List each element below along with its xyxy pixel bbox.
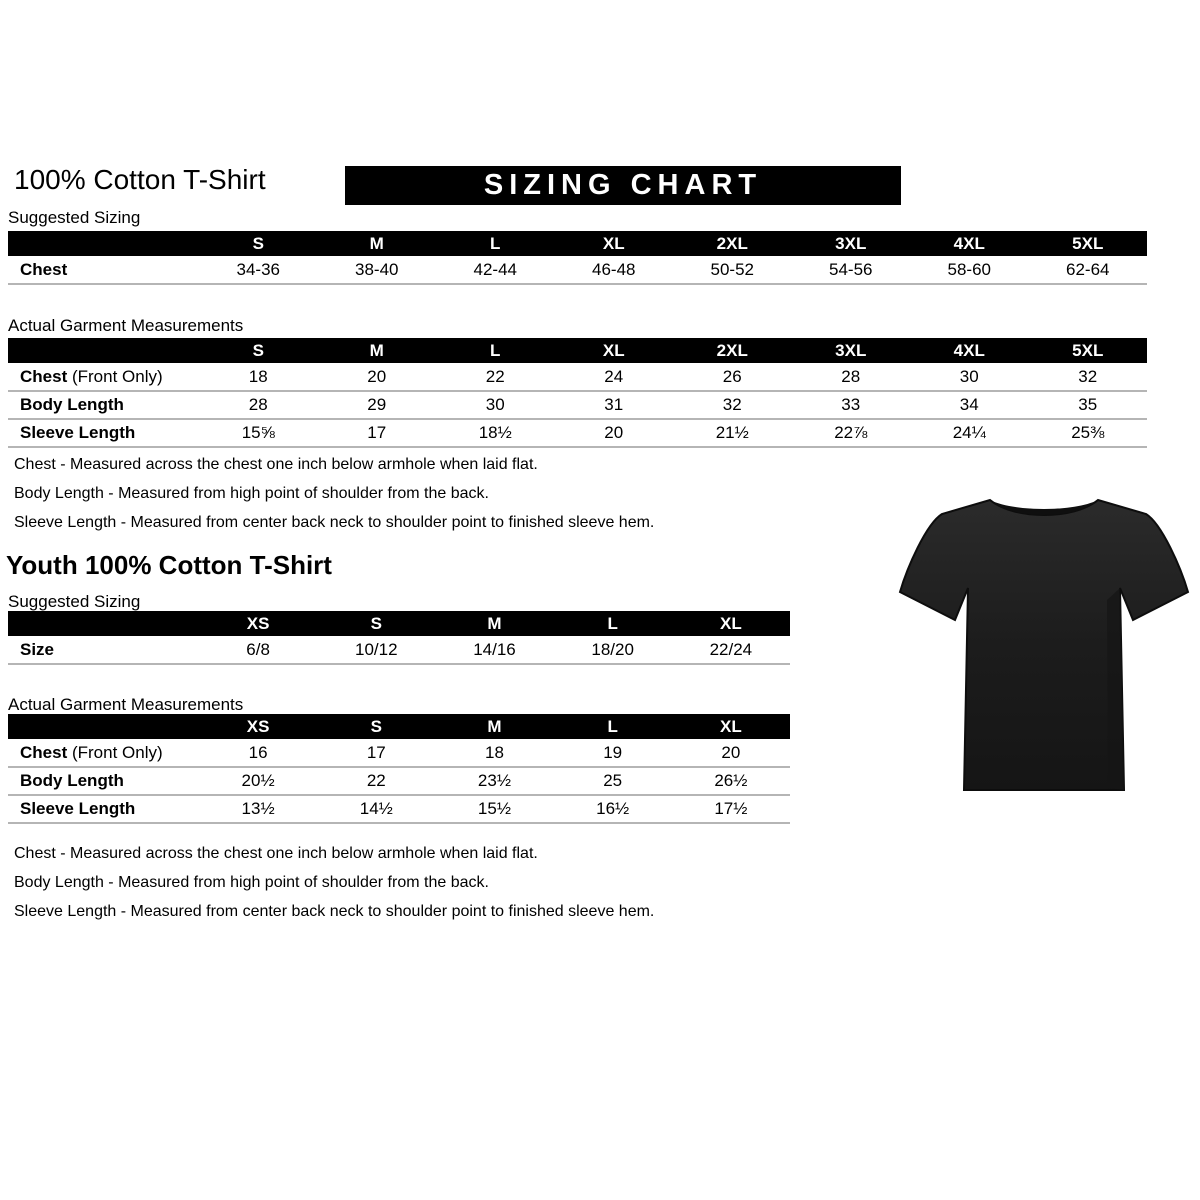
size-cell: 24¼ <box>910 419 1029 447</box>
sizing-chart-banner <box>345 166 901 205</box>
size-cell: 28 <box>199 391 318 419</box>
table-row <box>8 419 1147 447</box>
corner-cell <box>8 231 199 256</box>
table-row <box>8 739 790 767</box>
size-cell: 25⅜ <box>1029 419 1148 447</box>
youth-suggested-sizing-table <box>8 611 790 665</box>
note-chest: Chest - Measured across the chest one inch below armhole when laid flat. <box>14 456 538 473</box>
size-cell: 28 <box>792 363 911 391</box>
adult-section-title: 100% Cotton T-Shirt <box>14 164 266 195</box>
size-cell: 54-56 <box>792 256 911 284</box>
size-cell: 17½ <box>672 795 790 823</box>
size-cell: 35 <box>1029 391 1148 419</box>
row-label: Sleeve Length <box>8 795 199 823</box>
column-header: 3XL <box>792 338 911 363</box>
header-row <box>8 231 1147 256</box>
note-sleeve-length: Sleeve Length - Measured from center back neck to shoulder point to finished sleeve hem. <box>14 514 655 531</box>
column-header: S <box>199 338 318 363</box>
size-cell: 29 <box>318 391 437 419</box>
column-header: S <box>317 714 435 739</box>
size-cell: 16 <box>199 739 317 767</box>
size-cell: 24 <box>555 363 674 391</box>
column-header: XL <box>672 714 790 739</box>
size-cell: 38-40 <box>318 256 437 284</box>
column-header: L <box>436 231 555 256</box>
header-row <box>8 338 1147 363</box>
adult-actual-measurements-label: Actual Garment Measurements <box>8 316 244 335</box>
size-cell: 14/16 <box>435 636 553 664</box>
size-cell: 42-44 <box>436 256 555 284</box>
adult-actual-measurements-table <box>8 338 1147 448</box>
adult-suggested-sizing-table <box>8 231 1147 285</box>
column-header: M <box>318 338 437 363</box>
size-cell: 14½ <box>317 795 435 823</box>
column-header: XL <box>672 611 790 636</box>
row-label: Chest (Front Only) <box>8 739 199 767</box>
column-header: XS <box>199 714 317 739</box>
column-header: M <box>435 611 553 636</box>
tshirt-graphic <box>893 470 1195 812</box>
size-cell: 20 <box>672 739 790 767</box>
youth-actual-measurements-table <box>8 714 790 824</box>
header-row <box>8 714 790 739</box>
size-cell: 17 <box>318 419 437 447</box>
size-cell: 34 <box>910 391 1029 419</box>
table-row <box>8 363 1147 391</box>
size-cell: 22⅞ <box>792 419 911 447</box>
size-cell: 22 <box>436 363 555 391</box>
size-cell: 13½ <box>199 795 317 823</box>
column-header: M <box>318 231 437 256</box>
size-cell: 18 <box>435 739 553 767</box>
column-header: M <box>435 714 553 739</box>
row-label: Chest <box>8 256 199 284</box>
adult-measurement-notes <box>14 456 654 543</box>
size-cell: 22/24 <box>672 636 790 664</box>
row-label: Chest (Front Only) <box>8 363 199 391</box>
note-sleeve-length: Sleeve Length - Measured from center back neck to shoulder point to finished sleeve hem. <box>14 903 655 920</box>
youth-suggested-sizing-label: Suggested Sizing <box>8 592 141 611</box>
size-cell: 20½ <box>199 767 317 795</box>
column-header: 5XL <box>1029 231 1148 256</box>
size-cell: 58-60 <box>910 256 1029 284</box>
size-cell: 26½ <box>672 767 790 795</box>
table-row <box>8 391 1147 419</box>
table-row <box>8 795 790 823</box>
size-cell: 25 <box>554 767 672 795</box>
size-cell: 18½ <box>436 419 555 447</box>
youth-section-title: Youth 100% Cotton T-Shirt <box>6 550 332 580</box>
youth-measurement-notes <box>14 845 654 932</box>
row-label: Body Length <box>8 767 199 795</box>
adult-suggested-sizing-label: Suggested Sizing <box>8 208 141 227</box>
size-cell: 6/8 <box>199 636 317 664</box>
tshirt-image <box>893 470 1195 812</box>
corner-cell <box>8 338 199 363</box>
size-cell: 18 <box>199 363 318 391</box>
size-cell: 15⅝ <box>199 419 318 447</box>
size-cell: 10/12 <box>317 636 435 664</box>
size-cell: 17 <box>317 739 435 767</box>
size-cell: 22 <box>317 767 435 795</box>
header-row <box>8 611 790 636</box>
corner-cell <box>8 611 199 636</box>
size-cell: 33 <box>792 391 911 419</box>
table-row <box>8 767 790 795</box>
sizing-chart-banner-text: SIZING CHART <box>483 169 763 201</box>
size-cell: 15½ <box>435 795 553 823</box>
size-cell: 34-36 <box>199 256 318 284</box>
note-chest: Chest - Measured across the chest one inch below armhole when laid flat. <box>14 845 538 862</box>
column-header: 3XL <box>792 231 911 256</box>
size-cell: 62-64 <box>1029 256 1148 284</box>
size-cell: 26 <box>673 363 792 391</box>
column-header: L <box>554 611 672 636</box>
table-row <box>8 636 790 664</box>
size-cell: 32 <box>1029 363 1148 391</box>
size-cell: 46-48 <box>555 256 674 284</box>
size-cell: 21½ <box>673 419 792 447</box>
column-header: 5XL <box>1029 338 1148 363</box>
row-label: Sleeve Length <box>8 419 199 447</box>
size-cell: 18/20 <box>554 636 672 664</box>
column-header: 2XL <box>673 231 792 256</box>
row-label: Body Length <box>8 391 199 419</box>
column-header: 4XL <box>910 231 1029 256</box>
column-header: XS <box>199 611 317 636</box>
note-body-length: Body Length - Measured from high point of shoulder from the back. <box>14 485 489 502</box>
size-cell: 20 <box>318 363 437 391</box>
column-header: S <box>199 231 318 256</box>
column-header: XL <box>555 338 674 363</box>
table-row <box>8 256 1147 284</box>
note-body-length: Body Length - Measured from high point of shoulder from the back. <box>14 874 489 891</box>
size-cell: 23½ <box>435 767 553 795</box>
column-header: L <box>554 714 672 739</box>
size-cell: 16½ <box>554 795 672 823</box>
column-header: XL <box>555 231 674 256</box>
size-cell: 32 <box>673 391 792 419</box>
column-header: 2XL <box>673 338 792 363</box>
size-cell: 30 <box>910 363 1029 391</box>
size-cell: 30 <box>436 391 555 419</box>
corner-cell <box>8 714 199 739</box>
size-cell: 20 <box>555 419 674 447</box>
size-cell: 31 <box>555 391 674 419</box>
row-label: Size <box>8 636 199 664</box>
column-header: S <box>317 611 435 636</box>
column-header: 4XL <box>910 338 1029 363</box>
size-cell: 50-52 <box>673 256 792 284</box>
youth-actual-measurements-label: Actual Garment Measurements <box>8 695 244 714</box>
size-cell: 19 <box>554 739 672 767</box>
column-header: L <box>436 338 555 363</box>
